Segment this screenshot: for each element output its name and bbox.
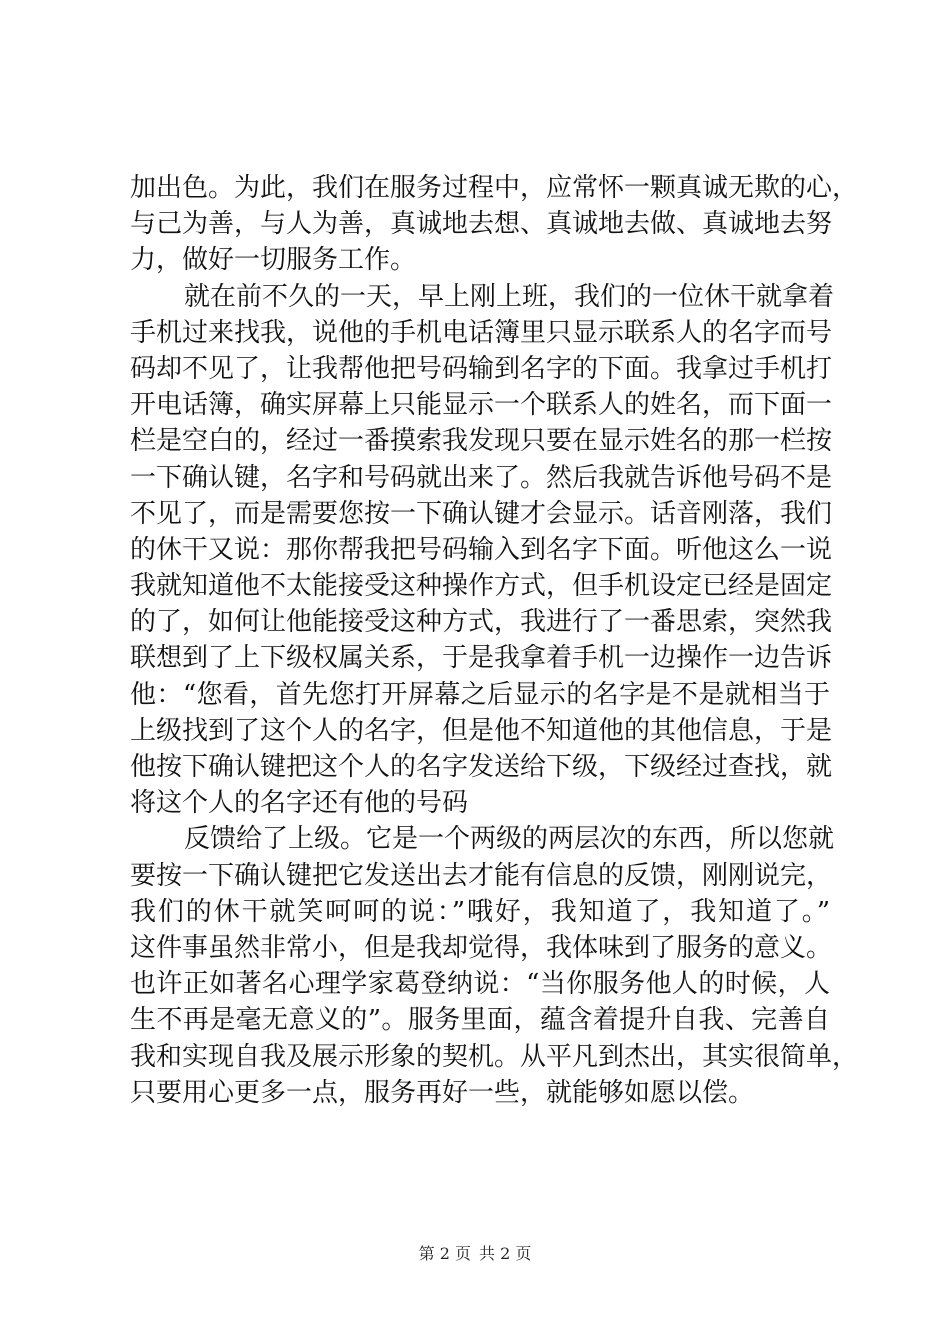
text-line: 要按一下确认键把它发送出去才能有信息的反馈，刚刚说完， (130, 860, 833, 891)
text-line: 的了，如何让他能接受这种方式，我进行了一番思索，突然我 (130, 607, 833, 638)
text-line: 与己为善，与人为善，真诚地去想、真诚地去做、真诚地去努 (130, 209, 833, 240)
paragraph-first-line: 就在前不久的一天，早上刚上班，我们的一位休干就拿着 (184, 281, 835, 312)
text-line: 不见了，而是需要您按一下确认键才会显示。话音刚落，我们 (130, 498, 833, 529)
page-total: 共 2 页 (479, 1244, 532, 1263)
text-line: 栏是空白的，经过一番摸索我发现只要在显示姓名的那一栏按 (130, 426, 833, 457)
text-line: 上级找到了这个人的名字，但是他不知道他的其他信息，于是 (130, 715, 833, 746)
paragraph-first-line: 反馈给了上级。它是一个两级的两层次的东西，所以您就 (184, 824, 835, 855)
text-line: 生不再是毫无意义的”。服务里面，蕴含着提升自我、完善自 (130, 1005, 830, 1036)
text-line: 我就知道他不太能接受这种操作方式，但手机设定已经是固定 (130, 571, 833, 602)
document-body (130, 170, 859, 1111)
text-line: 联想到了上下级权属关系，于是我拿着手机一边操作一边告诉 (130, 643, 833, 674)
text-line: 这件事虽然非常小，但是我却觉得，我体味到了服务的意义。 (130, 932, 833, 963)
text-line: 一下确认键，名字和号码就出来了。然后我就告诉他号码不是 (130, 462, 833, 493)
text-line: 开电话簿，确实屏幕上只能显示一个联系人的姓名，而下面一 (130, 390, 833, 421)
text-line: 力，做好一切服务工作。 (130, 245, 417, 276)
text-line: 的休干又说：那你帮我把号码输入到名字下面。听他这么一说 (130, 534, 833, 565)
text-line: 将这个人的名字还有他的号码 (130, 788, 469, 819)
text-line: 只要用心更多一点，服务再好一些，就能够如愿以偿。 (130, 1077, 755, 1108)
text-line: 我和实现自我及展示形象的契机。从平凡到杰出，其实很简单， (130, 1041, 859, 1072)
page-number: 第 2 页 (418, 1244, 471, 1263)
text-line: 码却不见了，让我帮他把号码输到名字的下面。我拿过手机打 (130, 353, 833, 384)
text-line: 手机过来找我，说他的手机电话簿里只显示联系人的名字而号 (130, 317, 833, 348)
text-line: 他按下确认键把这个人的名字发送给下级，下级经过查找，就 (130, 752, 833, 782)
page-footer (0, 1243, 950, 1265)
text-line: 我们的休干就笑呵呵的说：”哦好，我知道了，我知道了。” (130, 896, 830, 927)
text-line: 加出色。为此，我们在服务过程中，应常怀一颗真诚无欺的心， (130, 173, 859, 203)
text-line: 他：“您看，首先您打开屏幕之后显示的名字是不是就相当于 (130, 679, 830, 710)
text-line: 也许正如著名心理学家葛登纳说：“当你服务他人的时候，人 (130, 969, 830, 1000)
